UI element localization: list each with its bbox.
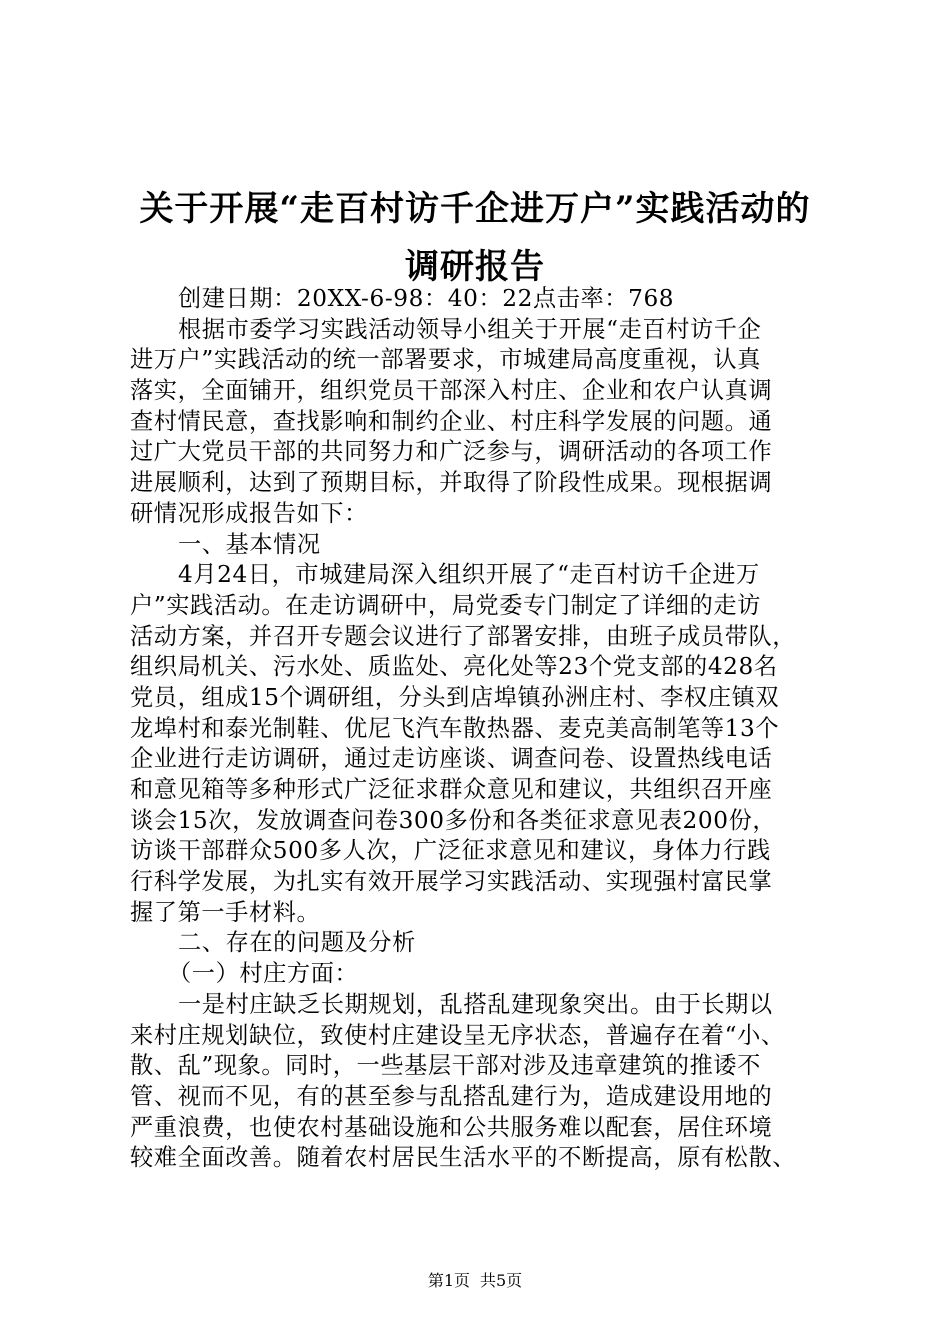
page-footer	[0, 1270, 950, 1292]
text-line: 散、乱”现象。同时，一些基层干部对涉及违章建筑的推诿不	[130, 1052, 761, 1080]
text-line: 管、视而不见，有的甚至参与乱搭乱建行为，造成建设用地的	[130, 1082, 773, 1110]
text-line: 活动方案，并召开专题会议进行了部署安排，由班子成员带队，	[130, 622, 797, 650]
text-line: 一是村庄缺乏长期规划，乱搭乱建现象突出。由于长期以	[178, 990, 773, 1018]
document-body	[130, 284, 832, 1174]
text-line: 过广大党员干部的共同努力和广泛参与，调研活动的各项工作	[130, 438, 773, 466]
text-line: 一、基本情况	[178, 530, 321, 558]
text-line: 研情况形成报告如下：	[130, 499, 368, 527]
text-line: 访谈干部群众500多人次，广泛征求意见和建议，身体力行践	[130, 837, 771, 865]
text-line: 企业进行走访调研，通过走访座谈、调查问卷、设置热线电话	[130, 745, 773, 773]
text-line: 和意见箱等多种形式广泛征求群众意见和建议，共组织召开座	[130, 776, 773, 803]
text-line: 行科学发展，为扎实有效开展学习实践活动、实现强村富民掌	[130, 868, 773, 896]
text-line: 谈会15次，发放调查问卷300多份和各类征求意见表200份，	[130, 806, 777, 834]
text-line: 落实，全面铺开，组织党员干部深入村庄、企业和农户认真调	[130, 377, 773, 405]
text-line: 二、存在的问题及分析	[178, 929, 416, 957]
text-line: 进万户”实践活动的统一部署要求，市城建局高度重视，认真	[130, 346, 761, 374]
document-title-line-2: 调研报告	[405, 247, 545, 287]
text-line: 龙埠村和泰光制鞋、优尼飞汽车散热器、麦克美高制笔等13个	[130, 714, 780, 742]
text-line: 根据市委学习实践活动领导小组关于开展“走百村访千企	[178, 315, 762, 343]
text-line: 进展顺利，达到了预期目标，并取得了阶段性成果。现根据调	[130, 469, 773, 497]
text-line: 查村情民意，查找影响和制约企业、村庄科学发展的问题。通	[130, 407, 773, 435]
text-line: 组织局机关、污水处、质监处、亮化处等23个党支部的428名	[130, 653, 778, 681]
page-number: 第1页	[427, 1271, 470, 1290]
text-line: 户”实践活动。在走访调研中，局党委专门制定了详细的走访	[130, 591, 761, 619]
text-line: 党员，组成15个调研组，分头到店埠镇孙洲庄村、李权庄镇双	[130, 683, 780, 711]
text-line: 创建日期：20XX-6-98：40：22点击率：768	[178, 285, 675, 312]
document-title-line-1: 关于开展“走百村访千企进万户”实践活动的	[139, 189, 811, 229]
text-line: 来村庄规划缺位，致使村庄建设呈无序状态，普遍存在着“小、	[130, 1021, 785, 1049]
text-line: （一）村庄方面：	[168, 960, 359, 988]
text-line: 握了第一手材料。	[130, 898, 321, 926]
text-line: 严重浪费，也使农村基础设施和公共服务难以配套，居住环境	[130, 1113, 773, 1141]
page-total: 共5页	[480, 1271, 523, 1290]
text-line: 4月24日，市城建局深入组织开展了“走百村访千企进万	[178, 561, 760, 589]
text-line: 较难全面改善。随着农村居民生活水平的不断提高，原有松散、	[130, 1144, 797, 1172]
